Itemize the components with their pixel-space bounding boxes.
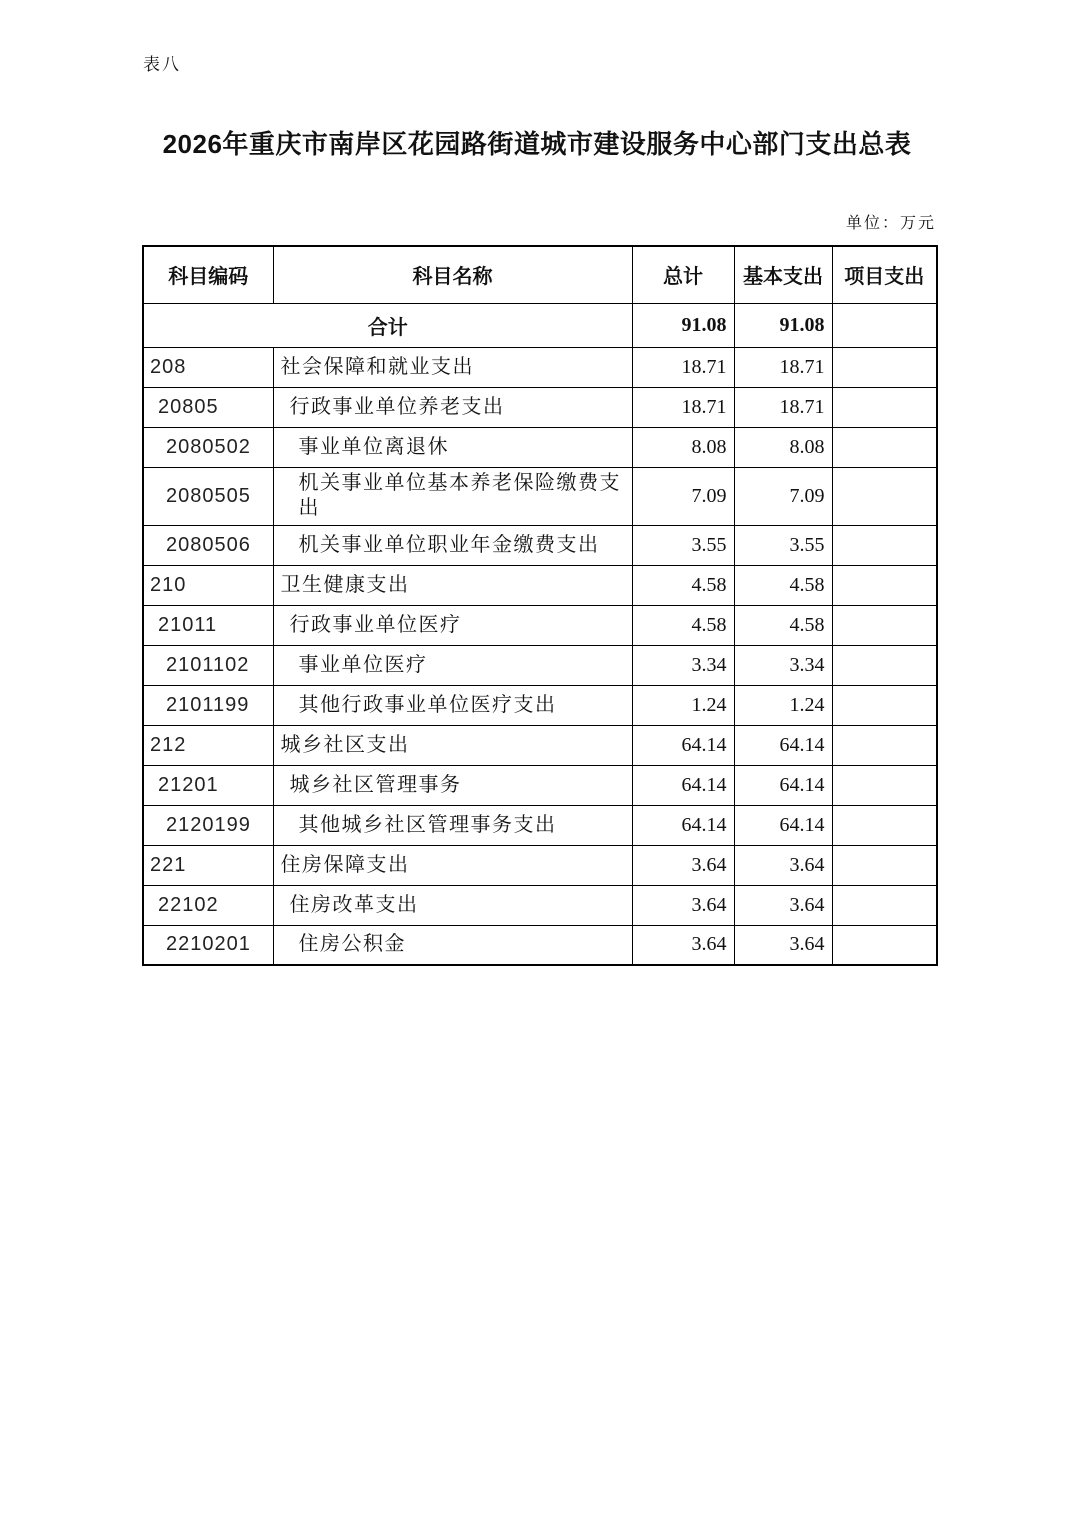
document-title: 2026年重庆市南岸区花园路街道城市建设服务中心部门支出总表 — [162, 129, 912, 159]
total-cell: 3.64 — [632, 845, 734, 885]
basic-expenditure-cell: 4.58 — [734, 565, 832, 605]
subject-code-cell: 22102 — [143, 885, 273, 925]
subject-code-cell: 2101102 — [143, 645, 273, 685]
subject-code-cell: 2210201 — [143, 925, 273, 965]
total-cell: 64.14 — [632, 765, 734, 805]
subject-name-cell: 住房公积金 — [273, 925, 632, 965]
table-row — [143, 605, 937, 645]
basic-expenditure-cell: 64.14 — [734, 725, 832, 765]
project-expenditure-cell — [832, 605, 937, 645]
total-cell: 3.55 — [632, 525, 734, 565]
expenditure-table — [142, 245, 938, 966]
project-expenditure-cell — [832, 467, 937, 525]
basic-expenditure-cell: 7.09 — [734, 467, 832, 525]
basic-expenditure-cell: 1.24 — [734, 685, 832, 725]
total-cell: 7.09 — [632, 467, 734, 525]
subject-name-cell: 机关事业单位基本养老保险缴费支出 — [273, 467, 632, 525]
subject-code-cell: 212 — [143, 725, 273, 765]
project-expenditure-cell — [832, 925, 937, 965]
basic-expenditure-cell: 8.08 — [734, 427, 832, 467]
table-row — [143, 347, 937, 387]
subject-name-cell: 其他城乡社区管理事务支出 — [273, 805, 632, 845]
total-cell: 3.64 — [632, 925, 734, 965]
basic-expenditure-cell: 4.58 — [734, 605, 832, 645]
total-cell: 18.71 — [632, 387, 734, 427]
grand-total-label: 合计 — [143, 303, 632, 347]
table-row — [143, 725, 937, 765]
subject-code-cell: 2120199 — [143, 805, 273, 845]
basic-expenditure-cell: 18.71 — [734, 347, 832, 387]
table-row — [143, 685, 937, 725]
total-cell: 18.71 — [632, 347, 734, 387]
col-header-subject-name: 科目名称 — [273, 246, 632, 303]
basic-expenditure-cell: 3.64 — [734, 925, 832, 965]
subject-code-cell: 208 — [143, 347, 273, 387]
project-expenditure-cell — [832, 387, 937, 427]
subject-name-cell: 城乡社区支出 — [273, 725, 632, 765]
project-expenditure-cell — [832, 845, 937, 885]
total-cell: 64.14 — [632, 725, 734, 765]
table-row — [143, 565, 937, 605]
unit-label: 单位：万元 — [845, 215, 936, 232]
table-row — [143, 645, 937, 685]
subject-name-cell: 其他行政事业单位医疗支出 — [273, 685, 632, 725]
project-expenditure-cell — [832, 303, 937, 347]
subject-code-cell: 210 — [143, 565, 273, 605]
subject-name-cell: 卫生健康支出 — [273, 565, 632, 605]
subject-name-cell: 机关事业单位职业年金缴费支出 — [273, 525, 632, 565]
table-row — [143, 467, 937, 525]
project-expenditure-cell — [832, 645, 937, 685]
table-number-label: 表八 — [143, 55, 181, 74]
basic-expenditure-cell: 3.55 — [734, 525, 832, 565]
total-cell: 3.64 — [632, 885, 734, 925]
subject-code-cell: 21011 — [143, 605, 273, 645]
basic-expenditure-cell: 91.08 — [734, 303, 832, 347]
project-expenditure-cell — [832, 725, 937, 765]
total-cell: 1.24 — [632, 685, 734, 725]
subject-name-cell: 事业单位医疗 — [273, 645, 632, 685]
col-header-total: 总计 — [632, 246, 734, 303]
basic-expenditure-cell: 18.71 — [734, 387, 832, 427]
table-row — [143, 765, 937, 805]
table-row — [143, 885, 937, 925]
basic-expenditure-cell: 3.34 — [734, 645, 832, 685]
subject-code-cell: 2080502 — [143, 427, 273, 467]
subject-code-cell: 21201 — [143, 765, 273, 805]
table-row — [143, 845, 937, 885]
table-row — [143, 427, 937, 467]
total-cell: 3.34 — [632, 645, 734, 685]
subject-code-cell: 2080506 — [143, 525, 273, 565]
col-header-subject-code: 科目编码 — [143, 246, 273, 303]
project-expenditure-cell — [832, 565, 937, 605]
project-expenditure-cell — [832, 347, 937, 387]
project-expenditure-cell — [832, 525, 937, 565]
subject-code-cell: 2101199 — [143, 685, 273, 725]
subject-code-cell: 2080505 — [143, 467, 273, 525]
table-row — [143, 387, 937, 427]
project-expenditure-cell — [832, 805, 937, 845]
subject-name-cell: 城乡社区管理事务 — [273, 765, 632, 805]
subject-name-cell: 事业单位离退休 — [273, 427, 632, 467]
subject-code-cell: 221 — [143, 845, 273, 885]
subject-name-cell: 社会保障和就业支出 — [273, 347, 632, 387]
basic-expenditure-cell: 64.14 — [734, 765, 832, 805]
col-header-project-expenditure: 项目支出 — [832, 246, 937, 303]
basic-expenditure-cell: 3.64 — [734, 845, 832, 885]
project-expenditure-cell — [832, 885, 937, 925]
total-cell: 64.14 — [632, 805, 734, 845]
col-header-basic-expenditure: 基本支出 — [734, 246, 832, 303]
total-cell: 8.08 — [632, 427, 734, 467]
subject-name-cell: 行政事业单位养老支出 — [273, 387, 632, 427]
total-cell: 4.58 — [632, 605, 734, 645]
subject-code-cell: 20805 — [143, 387, 273, 427]
table-row — [143, 525, 937, 565]
project-expenditure-cell — [832, 765, 937, 805]
subject-name-cell: 行政事业单位医疗 — [273, 605, 632, 645]
table-row — [143, 925, 937, 965]
project-expenditure-cell — [832, 427, 937, 467]
grand-total-row — [143, 303, 937, 347]
subject-name-cell: 住房保障支出 — [273, 845, 632, 885]
table-row — [143, 805, 937, 845]
total-cell: 91.08 — [632, 303, 734, 347]
header-row — [143, 246, 937, 303]
basic-expenditure-cell: 3.64 — [734, 885, 832, 925]
subject-name-cell: 住房改革支出 — [273, 885, 632, 925]
project-expenditure-cell — [832, 685, 937, 725]
total-cell: 4.58 — [632, 565, 734, 605]
basic-expenditure-cell: 64.14 — [734, 805, 832, 845]
